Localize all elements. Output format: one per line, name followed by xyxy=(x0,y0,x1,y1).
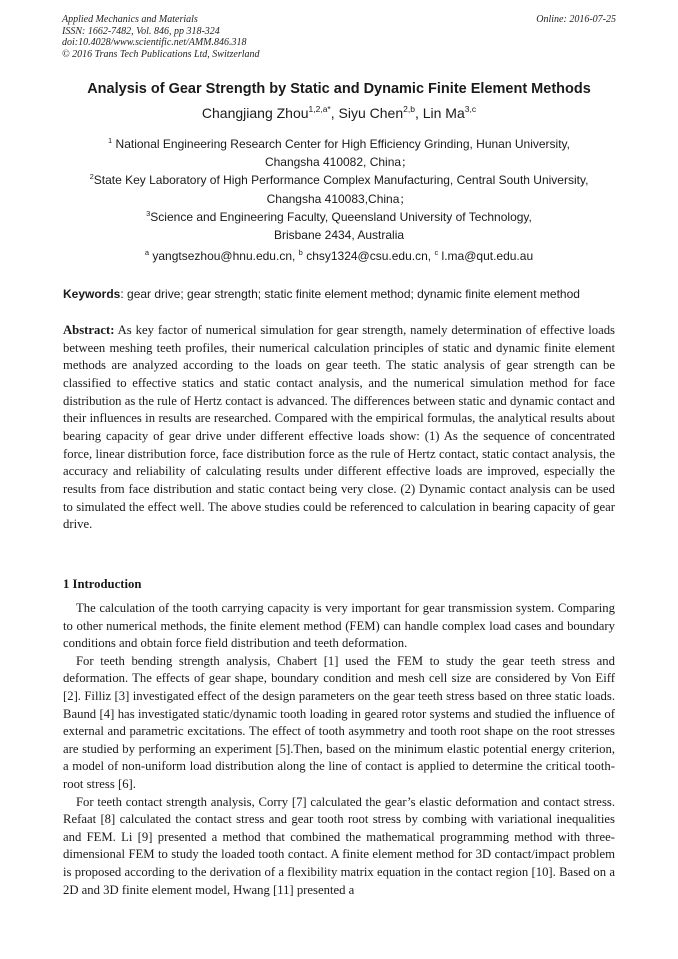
email-mark: b xyxy=(298,248,303,257)
paragraph: For teeth contact strength analysis, Corry [7] calculated the gear’s elastic deformation and contact stress. Refaat [8] calculated the contact stress and gear tooth root stress by combing with variational inequalities and FEM. Li [9] presented a method that combined the mathematical programming method with three-dimensional FEM to study the loaded tooth contact. A finite element method for 3D contact/impact problem is proposed according to the derivation of a flexibility matrix equation in the contact region [10]. Based on a 2D and 3D finite element model, Hwang [11] presented a xyxy=(63,794,615,897)
paragraph: For teeth bending strength analysis, Chabert [1] used the FEM to study the gear teeth stress and deformation. The effects of gear shape, boundary condition and mesh cell size are considered by Von Eiff [2]. Filliz [3] investigated effect of the design parameters on the gear teeth stress based on three static loads. Baund [4] has investigated static/dynamic tooth loading in geared rotor systems and studied the influence of external and parametric excitations. The effect of tooth asymmetry and tooth root shape on the root stresses are studied by performing an experiment [5].Then, based on the minimum elastic potential energy criterion, a model of non-uniform load distribution along the line of contact is applied to determine the critical tooth-root stress [6]. xyxy=(63,653,615,791)
affiliation-line: Changsha 410083,China； xyxy=(266,191,412,206)
affiliation-line: Science and Engineering Faculty, Queensland University of Technology, xyxy=(150,209,532,224)
paper-title: Analysis of Gear Strength by Static and Dynamic Finite Element Methods xyxy=(87,81,591,97)
copyright-line: © 2016 Trans Tech Publications Ltd, Switzerland xyxy=(62,48,260,60)
journal-name: Applied Mechanics and Materials xyxy=(62,14,198,25)
author-affil-mark: 1,2,a* xyxy=(308,104,331,114)
author-separator: , xyxy=(330,105,339,121)
affiliations xyxy=(40,135,638,244)
email-list xyxy=(40,247,638,265)
affiliation-3 xyxy=(40,208,638,226)
keywords xyxy=(63,285,623,303)
email-address[interactable]: chsy1324@csu.edu.cn, xyxy=(306,249,435,263)
author-name: Changjiang Zhou xyxy=(201,105,309,121)
email-address[interactable]: l.ma@qut.edu.au xyxy=(441,249,534,263)
affiliation-line: Changsha 410082, China； xyxy=(264,155,414,170)
author-name: Siyu Chen xyxy=(338,105,404,121)
email-address[interactable]: yangtsezhou@hnu.edu.cn, xyxy=(152,249,299,263)
author-separator: , xyxy=(414,105,423,121)
paragraph: The calculation of the tooth carrying capacity is very important for gear transmission system. Comparing to other numerical methods, the finite element method (FEM) can handle complex load cases and boundary conditions and obtain force field distribution and teeth deformation. xyxy=(63,601,615,651)
email-mark: c xyxy=(434,248,439,257)
abstract-label: Abstract: xyxy=(63,323,115,337)
affiliation-line: State Key Laboratory of High Performance Complex Manufacturing, Central South University, xyxy=(93,173,589,188)
section-body xyxy=(63,600,615,899)
keywords-text: : gear drive; gear strength; static finite element method; dynamic finite element method xyxy=(120,287,580,301)
author-affil-mark: 2,b xyxy=(403,104,415,114)
author-list xyxy=(40,104,638,122)
doi-line: doi:10.4028/www.scientific.net/AMM.846.318 xyxy=(62,37,247,48)
section-heading: 1 Introduction xyxy=(63,577,142,591)
affiliation-1 xyxy=(40,135,638,153)
affiliation-line: Brisbane 2434, Australia xyxy=(273,228,405,243)
affiliation-mark: 3 xyxy=(146,208,151,218)
affiliation-mark: 1 xyxy=(108,136,113,145)
affiliation-mark: 2 xyxy=(89,172,94,182)
online-date: Online: 2016-07-25 xyxy=(536,14,616,25)
abstract xyxy=(63,322,615,534)
issn-line: ISSN: 1662-7482, Vol. 846, pp 318-324 xyxy=(62,25,220,37)
email-mark: a xyxy=(144,248,150,257)
author-affil-mark: 3,c xyxy=(464,104,477,114)
author-name: Lin Ma xyxy=(422,105,465,121)
keywords-label: Keywords xyxy=(63,287,121,301)
affiliation-line: National Engineering Research Center for High Efficiency Grinding, Hunan University, xyxy=(115,137,570,151)
abstract-text: As key factor of numerical simulation for gear strength, namely determination of effective loads between meshing teeth profiles, their numerical calculation principles of static and dynamic finite element methods are analyzed according to the loads on gear teeth. The static analysis of gear strength can be classified to effective statics and static contact analysis, and the numerical simulation method for face distribution as the rule of Hertz contact is advanced. The differences between static and dynamic contact and their influences in results are researched. Compared with the empirical formulas, the analytical results about bearing capacity of gear drive under different effective loads show: (1) As the sequence of concentrated force, linear distribution force, face distribution force as the rule of Hertz contact, static contact analysis, the accuracy and reliability of calculating results under different effective loads are improved, especially the results from face distribution and static contact being very close. (2) Dynamic contact analysis can be used to simulated the effect well. The above studies could be referenced to calculation in bearing capacity of gear drive. xyxy=(63,323,615,532)
affiliation-2 xyxy=(40,171,638,189)
journal-header xyxy=(62,14,260,60)
